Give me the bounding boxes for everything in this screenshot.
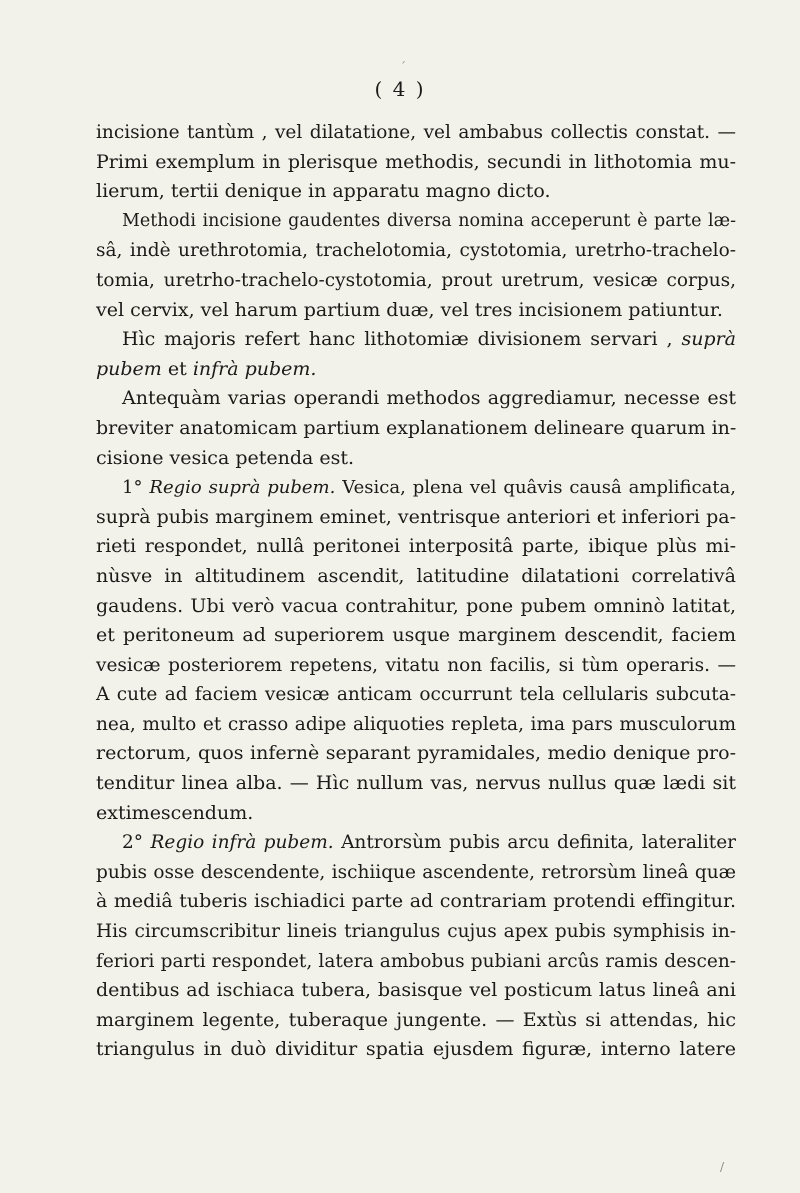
text-line: et peritoneum ad superiorem usque marginem descendit, faciem: [96, 624, 736, 647]
text-line: pubis osse descendente, ischiique ascendente, retrorsùm lineâ quæ: [96, 861, 736, 883]
text-line: triangulus in duò dividitur spatia ejusdem figuræ, interno latere: [96, 1038, 736, 1061]
text-line: [96, 473, 736, 503]
text-line: His circumscribitur lineis triangulus cujus apex pubis symphisis in-: [96, 921, 736, 943]
text-line: marginem legente, tuberaque jungente. — Extùs si attendas, hic: [96, 1008, 736, 1031]
section-heading: Regio suprà pubem.: [149, 477, 336, 499]
text-line: vel cervix, vel harum partium duæ, vel tres incisionem patiuntur.: [96, 298, 723, 321]
paragraph-1: [96, 118, 736, 207]
section-heading: Regio infrà pubem.: [150, 832, 334, 854]
text-line: incisione tantùm , vel dilatatione, vel ambabus collectis constat. —: [96, 122, 736, 143]
text-line: à mediâ tuberis ischiadici parte ad contrariam protendi effingitur.: [96, 890, 736, 913]
text-line: feriori parti respondet, latera ambobus pubiani arcûs ramis descen-: [96, 950, 736, 972]
text-line: suprà pubis marginem eminet, ventrisque anteriori et inferiori pa-: [96, 505, 736, 528]
text-line: Primi exemplum in plerisque methodis, secundi in lithotomia mu-: [96, 150, 736, 173]
text-line: [96, 828, 736, 858]
paragraph-2: [96, 207, 736, 325]
text-segment: et: [167, 357, 187, 380]
text-line: nùsve in altitudinem ascendit, latitudine dilatationi correlativâ: [96, 564, 736, 587]
section-number: 1°: [122, 477, 143, 499]
text-line: [96, 355, 736, 385]
text-line: [96, 325, 736, 355]
text-line: breviter anatomicam partium explanationem delineare quarum in-: [96, 416, 737, 439]
page-number: ( 4 ): [374, 77, 426, 101]
text-line: rieti respondet, nullâ peritonei interpositâ parte, ibique plùs mi-: [96, 535, 736, 558]
paragraph-6: [96, 828, 736, 1065]
text-line: gaudens. Ubi verò vacua contrahitur, pone pubem omninò latitat,: [96, 594, 736, 617]
text-block: [96, 118, 736, 1065]
text-line: sâ, indè urethrotomia, trachelotomia, cystotomia, uretrho-trachelo-: [96, 240, 736, 262]
text-line: Methodi incisione gaudentes diversa nomina acceperunt è parte læ-: [122, 210, 736, 231]
text-line: nea, multo et crasso adipe aliquoties repleta, ima pars musculorum: [96, 713, 736, 735]
italic-term: suprà: [681, 328, 736, 351]
text-line: lierum, tertii denique in apparatu magno dicto.: [96, 180, 551, 203]
print-speck: /: [720, 1160, 725, 1174]
italic-term: infrà pubem.: [192, 357, 317, 380]
paragraph-5: [96, 473, 736, 828]
text-line: rectorum, quos infernè separant pyramidales, medio denique pro-: [96, 742, 736, 765]
text-line: tomia, uretrho-trachelo-cystotomia, prout uretrum, vesicæ corpus,: [96, 269, 736, 291]
section-number: 2°: [122, 832, 144, 854]
text-line: A cute ad faciem vesicæ anticam occurrunt tela cellularis subcuta-: [96, 684, 736, 706]
text-segment: Antrorsùm pubis arcu definita, lateraliter: [341, 832, 736, 854]
paragraph-3: [96, 325, 736, 384]
print-speck: ˊ: [400, 60, 406, 74]
text-line: cisione vesica petenda est.: [96, 446, 355, 469]
text-line: vesicæ posteriorem repetens, vitatu non facilis, si tùm operaris. —: [96, 654, 736, 676]
text-line: dentibus ad ischiaca tubera, basisque vel posticum latus lineâ ani: [96, 979, 736, 1002]
text-segment: Vesica, plena vel quâvis causâ amplificata,: [342, 477, 736, 499]
text-segment: Hìc majoris refert hanc lithotomiæ divisionem servari ,: [122, 328, 673, 351]
text-line: Antequàm varias operandi methodos aggrediamur, necesse est: [122, 387, 736, 410]
paragraph-4: [96, 384, 736, 473]
text-line: tenditur linea alba. — Hìc nullum vas, nervus nullus quæ lædi sit: [96, 772, 736, 795]
text-line: extimescendum.: [96, 801, 254, 824]
italic-term: pubem: [96, 357, 162, 380]
